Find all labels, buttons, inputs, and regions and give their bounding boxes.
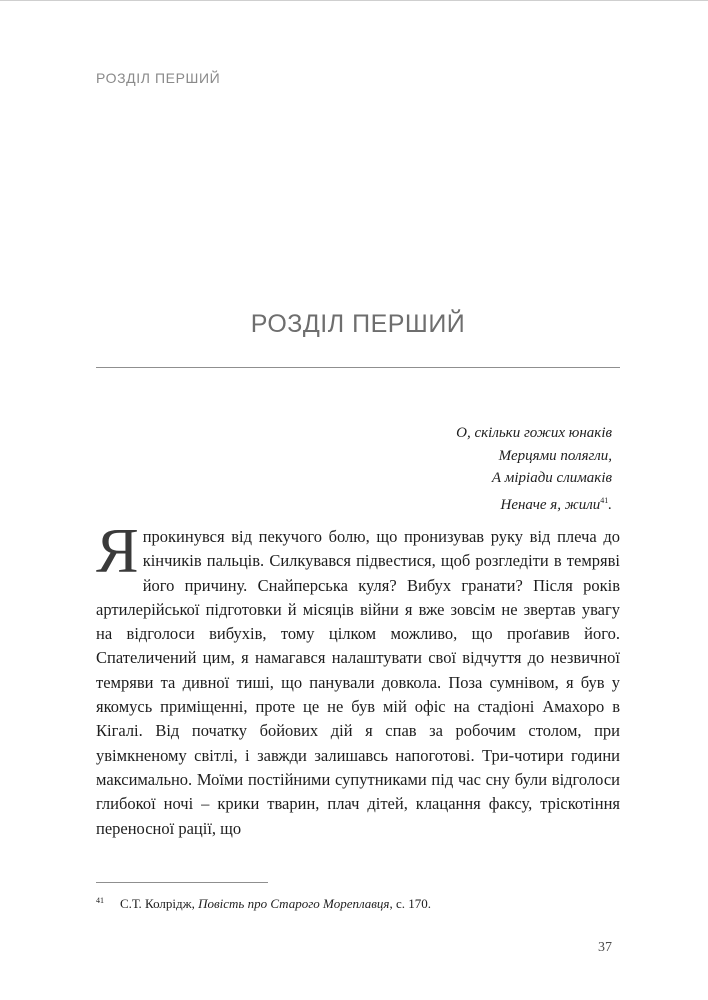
body-text: прокинувся від пекучого болю, що пронизував руку від плеча до кінчиків пальців. Силкувався підвестися, щоб розгледіти в темряві його причину. Снайперська куля? Вибух гранати? Після років артилерійської підготовки й місяців війни я вже зовсім не звертав увагу на відголоси вибухів, тому цілком можливо, що проґавив його. Спателичений цим, я намагався налаштувати свої відчуття до незвичної темряви та дивної тиші, що панували довкола. Поза сумнівом, я був у якомусь приміщенні, проте це не був мій офіс на стадіоні Амахоро в Кігалі. Від початку бойових дій я спав за робочим столом, при увімкненому світлі, і завжди залишавсь напоготові. Три-чотири години максимально. Моїми постійними супутниками під час сну були відголоси глибокої ночі – крики тварин, плач дітей, клацання факсу, тріскотіння переносної рації, що: [96, 527, 620, 838]
footnote-divider: [96, 882, 268, 883]
footnote-number: 41: [96, 896, 104, 905]
epigraph: [456, 422, 612, 516]
top-border: [0, 0, 708, 1]
epigraph-line: О, скільки гожих юнаків: [456, 425, 612, 441]
footnote-page: , с. 170.: [389, 896, 432, 911]
drop-cap: Я: [96, 515, 139, 586]
epigraph-line: Мерцями полягли,: [498, 447, 612, 464]
footnote-reference[interactable]: 41: [600, 495, 609, 505]
body-paragraph: [96, 515, 620, 841]
footnote-work-title: Повість про Старого Мореплавця: [198, 896, 390, 911]
epigraph-line: Неначе я, жили$^{41}$.: [500, 495, 612, 513]
footnote-author: С.Т. Колрідж,: [120, 896, 199, 911]
page-number: 37: [598, 940, 612, 955]
epigraph-last-line: Неначе я, жили: [500, 496, 601, 513]
running-head: РОЗДІЛ ПЕРШИЙ: [96, 70, 221, 86]
epigraph-line: А міріади слимаків: [491, 470, 612, 486]
chapter-title: РОЗДІЛ ПЕРШИЙ: [250, 310, 466, 338]
footnote: [96, 896, 620, 912]
title-divider: [96, 367, 620, 368]
